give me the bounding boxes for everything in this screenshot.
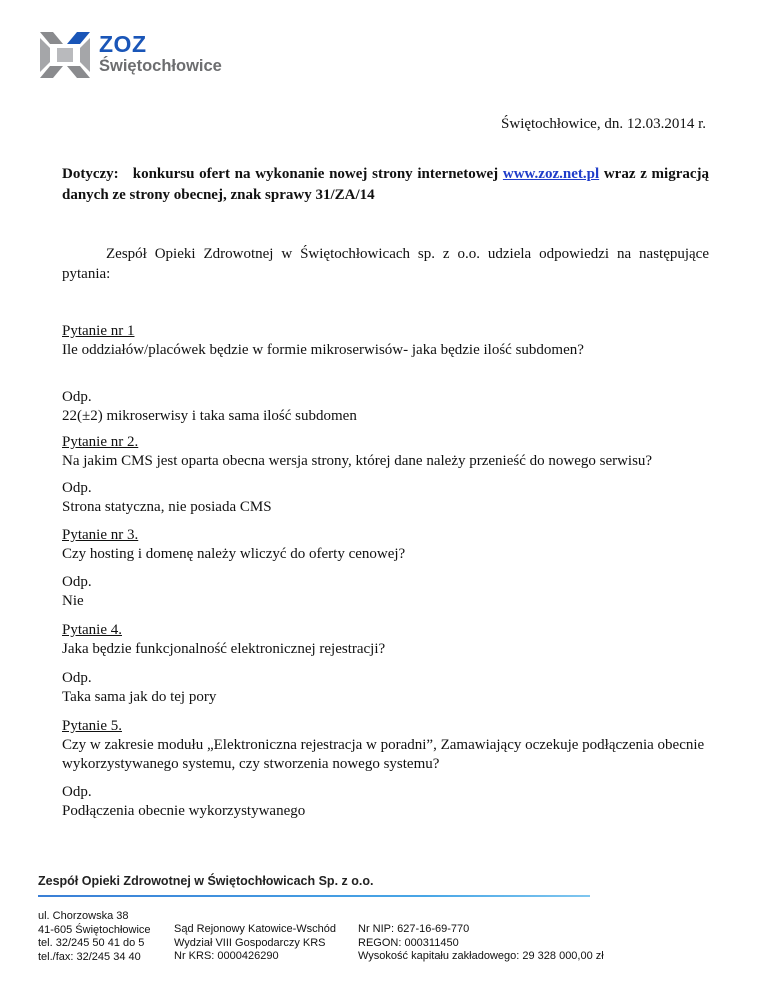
answer-5 bbox=[62, 783, 722, 821]
subject-text-before: konkursu ofert na wykonanie nowej strony internetowej bbox=[132, 166, 499, 182]
footer-capital: Wysokość kapitału zakładowego: 29 328 000,00 zł bbox=[358, 950, 604, 962]
answer-4 bbox=[62, 669, 722, 707]
question-label: Pytanie 5. bbox=[62, 718, 122, 734]
question-3 bbox=[62, 526, 722, 564]
footer-address-line: ul. Chorzowska 38 bbox=[38, 910, 129, 922]
zoz-logo bbox=[38, 30, 278, 82]
logo-name: ZOZ bbox=[99, 31, 147, 57]
date-line: Świętochłowice, dn. 12.03.2014 r. bbox=[501, 116, 706, 132]
footer-nip: Nr NIP: 627-16-69-770 bbox=[358, 923, 470, 935]
answer-label: Odp. bbox=[62, 784, 92, 800]
answer-2 bbox=[62, 479, 722, 517]
question-text: Czy hosting i domenę należy wliczyć do oferty cenowej? bbox=[62, 546, 406, 562]
footer-phone: tel. 32/245 50 41 do 5 bbox=[38, 937, 145, 949]
footer-regon: REGON: 000311450 bbox=[358, 936, 459, 949]
subject-line bbox=[62, 164, 709, 206]
website-link[interactable]: www.zoz.net.pl bbox=[502, 166, 600, 182]
answer-text: Nie bbox=[62, 593, 84, 609]
question-label: Pytanie nr 3. bbox=[62, 527, 139, 543]
footer-address bbox=[38, 910, 151, 964]
question-text: Czy w zakresie modułu „Elektroniczna rejestracja w poradni”, Zamawiający oczekuje podłączenia obecnie wykorzystywanego systemu, czy stworzenia nowego systemu? bbox=[62, 737, 705, 772]
footer-krs: Nr KRS: 0000426290 bbox=[174, 950, 279, 962]
question-1 bbox=[62, 322, 722, 360]
question-label: Pytanie nr 1 bbox=[62, 323, 135, 339]
intro-text: Zespół Opieki Zdrowotnej w Świętochłowicach sp. z o.o. udziela odpowiedzi na następujące pytania: bbox=[62, 246, 709, 282]
footer-divider bbox=[38, 895, 590, 897]
footer-court-line: Wydział VIII Gospodarczy KRS bbox=[174, 936, 326, 949]
question-label: Pytanie 4. bbox=[62, 622, 122, 638]
footer-address-line: 41-605 Świętochłowice bbox=[38, 923, 151, 936]
footer-court-line: Sąd Rejonowy Katowice-Wschód bbox=[174, 923, 337, 935]
answer-text: Podłączenia obecnie wykorzystywanego bbox=[62, 803, 306, 819]
subject-label: Dotyczy: bbox=[62, 166, 119, 182]
answer-label: Odp. bbox=[62, 670, 92, 686]
footer-company-name: Zespół Opieki Zdrowotnej w Świętochłowicach Sp. z o.o. bbox=[38, 874, 374, 888]
footer-fax: tel./fax: 32/245 34 40 bbox=[38, 950, 141, 963]
answer-1 bbox=[62, 388, 722, 426]
answer-label: Odp. bbox=[62, 389, 92, 405]
question-2 bbox=[62, 433, 722, 471]
intro-paragraph bbox=[62, 244, 709, 284]
question-label: Pytanie nr 2. bbox=[62, 434, 139, 450]
footer-court-info bbox=[174, 923, 336, 964]
footer-registration-info bbox=[358, 923, 604, 964]
subject-text-after: wraz z migracją danych ze strony obecnej, znak sprawy 31/ZA/14 bbox=[62, 166, 710, 203]
answer-text: Strona statyczna, nie posiada CMS bbox=[62, 499, 272, 515]
answer-text: Taka sama jak do tej pory bbox=[62, 689, 217, 705]
question-text: Jaka będzie funkcjonalność elektronicznej rejestracji? bbox=[62, 641, 386, 657]
question-5 bbox=[62, 717, 722, 774]
answer-label: Odp. bbox=[62, 574, 92, 590]
answer-text: 22(±2) mikroserwisy i taka sama ilość subdomen bbox=[62, 408, 357, 424]
question-text: Ile oddziałów/placówek będzie w formie mikroserwisów- jaka będzie ilość subdomen? bbox=[62, 342, 584, 358]
zoz-logo-mark-icon bbox=[38, 30, 92, 80]
question-4 bbox=[62, 621, 722, 659]
answer-3 bbox=[62, 573, 722, 611]
answer-label: Odp. bbox=[62, 480, 92, 496]
question-text: Na jakim CMS jest oparta obecna wersja strony, której dane należy przenieść do nowego serwisu? bbox=[62, 453, 653, 469]
logo-city: Świętochłowice bbox=[99, 57, 222, 75]
